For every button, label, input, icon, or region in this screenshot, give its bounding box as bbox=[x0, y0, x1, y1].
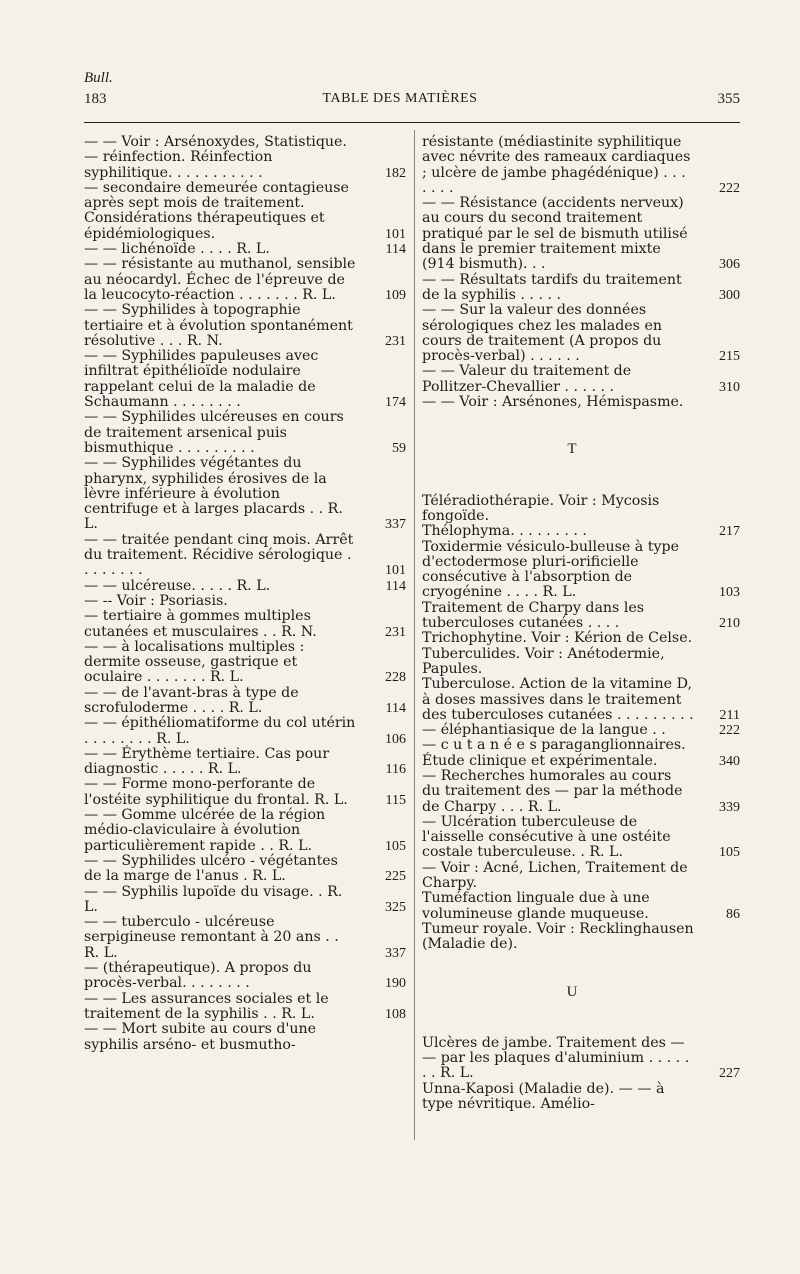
index-entry bbox=[422, 631, 740, 646]
entry-page: 227 bbox=[719, 1066, 740, 1082]
index-entry bbox=[422, 395, 740, 410]
index-entry bbox=[84, 1022, 406, 1053]
entry-text: — — de l'avant-bras à type de scrofuloderme . . . . R. L. bbox=[84, 684, 299, 716]
entry-text: — — Syphilides à topographie tertiaire et à évolution spontanément résolutive . . . R. N. bbox=[84, 302, 353, 349]
index-entry bbox=[422, 540, 740, 601]
entry-page: 190 bbox=[385, 976, 406, 992]
page-title: TABLE DES MATIÈRES bbox=[322, 91, 478, 106]
entry-page: 86 bbox=[726, 906, 740, 922]
index-entry bbox=[422, 601, 740, 632]
entry-text: — — Érythème tertiaire. Cas pour diagnostic . . . . . R. L. bbox=[84, 745, 330, 778]
entry-text: — — Forme mono-perforante de l'ostéite syphilitique du frontal. R. L. bbox=[84, 776, 348, 808]
entry-text: — Voir : Acné, Lichen, Traitement de Charpy. bbox=[422, 859, 688, 892]
index-entry bbox=[84, 533, 406, 579]
entry-text: — — Voir : Arsénones, Hémispasme. bbox=[422, 394, 684, 411]
index-entry bbox=[84, 594, 406, 609]
entry-text: — — Syphilis lupoïde du visage. . R. L. bbox=[84, 883, 343, 915]
index-entry bbox=[84, 150, 406, 181]
entry-text: — secondaire demeurée contagieuse après sept mois de traitement. Considérations thérapeutiques et épidémiologiques. bbox=[84, 179, 349, 242]
entry-page: 231 bbox=[385, 624, 406, 640]
entry-text: — réinfection. Réinfection syphilitique. . . . . . . . . . . bbox=[84, 149, 273, 181]
index-entry bbox=[84, 915, 406, 961]
entry-text: Thélophyma. . . . . . . . . bbox=[422, 523, 587, 540]
entry-page: 174 bbox=[385, 395, 406, 411]
entry-text: Tuberculose. Action de la vitamine D, à doses massives dans le traitement des tuberculoses cutanées . . . . . . . . . bbox=[422, 676, 694, 723]
index-entry bbox=[422, 891, 740, 922]
index-entry bbox=[84, 609, 406, 640]
index-entry bbox=[422, 273, 740, 304]
index-entry bbox=[422, 815, 740, 861]
entry-page: 210 bbox=[719, 616, 740, 632]
entry-text: — — Les assurances sociales et le traitement de la syphilis . . R. L. bbox=[84, 990, 329, 1022]
entry-text: Ulcères de jambe. Traitement des — — par les plaques d'aluminium . . . . . . . R. L. bbox=[422, 1034, 690, 1082]
entry-page: 228 bbox=[385, 670, 406, 686]
entry-text: — — résistante au muthanol, sensible au néocardyl. Échec de l'épreuve de la leucocyto-réaction . . . . . . . R. L. bbox=[84, 256, 356, 303]
index-entry bbox=[84, 410, 406, 456]
index-entry bbox=[422, 135, 740, 196]
index-entry bbox=[422, 738, 740, 769]
entry-text: Unna-Kaposi (Maladie de). — — à type névritique. Amélio- bbox=[422, 1080, 665, 1113]
index-entry bbox=[422, 524, 740, 539]
index-entry bbox=[84, 747, 406, 778]
entry-page: 340 bbox=[719, 753, 740, 769]
index-entry bbox=[422, 861, 740, 892]
index-entry bbox=[84, 808, 406, 854]
entry-text: — — Syphilides papuleuses avec infiltrat épithélioïde nodulaire rappelant celui de la maladie de Schaumann . . . . . . . . bbox=[84, 348, 319, 411]
entry-page: 103 bbox=[719, 585, 740, 601]
entry-text: — Recherches humorales au cours du traitement des — par la méthode de Charpy . . . R. L. bbox=[422, 767, 683, 815]
section-t-entries bbox=[422, 494, 740, 953]
entry-text: Toxidermie vésiculo-bulleuse à type d'ectodermose pluri-orificielle consécutive à l'absorption de cryogénine . . . . R. L. bbox=[422, 538, 679, 601]
index-entry bbox=[422, 494, 740, 525]
entry-text: Tuberculides. Voir : Anétodermie, Papules. bbox=[422, 645, 665, 677]
entry-page: 106 bbox=[385, 731, 406, 747]
entry-page: 109 bbox=[385, 287, 406, 303]
index-entry bbox=[422, 303, 740, 364]
entry-page: 114 bbox=[385, 242, 406, 258]
index-entry bbox=[422, 196, 740, 272]
entry-text: — — ulcéreuse. . . . . R. L. bbox=[84, 577, 271, 594]
entry-text: Tuméfaction linguale due à une volumineuse glande muqueuse. bbox=[422, 890, 650, 922]
entry-text: — — à localisations multiples : dermite osseuse, gastrique et oculaire . . . . . . . R. L. bbox=[84, 638, 305, 686]
index-entry bbox=[84, 716, 406, 747]
entry-text: — — Syphilides végétantes du pharynx, syphilides érosives de la lèvre inférieure à évolution centrifuge et à larges placards . . R. L. bbox=[84, 455, 343, 533]
index-entry bbox=[84, 349, 406, 410]
entry-text: — — Valeur du traitement de Pollitzer-Chevallier . . . . . . bbox=[422, 363, 632, 395]
entry-page: 211 bbox=[719, 707, 740, 723]
index-entry bbox=[84, 456, 406, 532]
entry-text: — — Syphilides ulcéreuses en cours de traitement arsenical puis bismuthique . . . . . . . . . bbox=[84, 409, 344, 456]
entry-page: 116 bbox=[385, 762, 406, 778]
index-entry bbox=[84, 257, 406, 303]
entry-page: 339 bbox=[719, 799, 740, 815]
index-entry bbox=[422, 1036, 740, 1082]
entry-page: 337 bbox=[385, 945, 406, 961]
entry-page: 108 bbox=[385, 1006, 406, 1022]
index-entry bbox=[422, 677, 740, 723]
entry-page: 225 bbox=[385, 869, 406, 885]
entry-text: — éléphantiasique de la langue . . bbox=[422, 722, 666, 739]
index-entry bbox=[84, 640, 406, 686]
index-entry bbox=[422, 364, 740, 395]
entry-page: 115 bbox=[385, 792, 406, 808]
entry-text: — — Résultats tardifs du traitement de la syphilis . . . . . bbox=[422, 271, 682, 303]
index-entry bbox=[422, 922, 740, 953]
index-entry bbox=[84, 303, 406, 349]
entry-page: 114 bbox=[385, 578, 406, 594]
entry-page: 114 bbox=[385, 700, 406, 716]
entry-page: 337 bbox=[385, 517, 406, 533]
entry-page: 101 bbox=[385, 563, 406, 579]
index-entry bbox=[422, 769, 740, 815]
entry-text: — (thérapeutique). A propos du procès-verbal. . . . . . . . bbox=[84, 960, 312, 992]
entry-page: 59 bbox=[392, 440, 406, 456]
entry-text: — c u t a n é e s paraganglionnaires. Étude clinique et expérimentale. bbox=[422, 737, 686, 769]
entry-page: 306 bbox=[719, 257, 740, 273]
entry-page: 222 bbox=[719, 180, 740, 196]
entry-text: — — Mort subite au cours d'une syphilis arséno- et busmutho- bbox=[84, 1021, 317, 1053]
entry-text: — — tuberculo - ulcéreuse serpigineuse remontant à 20 ans . . R. L. bbox=[84, 914, 339, 961]
page-number: 355 bbox=[717, 91, 740, 107]
index-entry bbox=[84, 579, 406, 594]
entry-text: Téléradiothérapie. Voir : Mycosis fongoïde. bbox=[422, 492, 660, 524]
entry-page: 101 bbox=[385, 226, 406, 242]
header-rule bbox=[84, 122, 740, 123]
index-entry bbox=[422, 1082, 740, 1113]
entry-text: — -- Voir : Psoriasis. bbox=[84, 592, 228, 609]
right-column-continuation bbox=[422, 135, 740, 410]
entry-text: — — épithéliomatiforme du col utérin . . . . . . . . R. L. bbox=[84, 715, 356, 747]
entry-page: 325 bbox=[385, 899, 406, 915]
index-entry bbox=[84, 686, 406, 717]
entry-page: 217 bbox=[719, 524, 740, 540]
entry-page: 105 bbox=[385, 838, 406, 854]
index-entry bbox=[422, 723, 740, 738]
section-u-entries bbox=[422, 1036, 740, 1112]
right-column bbox=[422, 135, 740, 1112]
entry-text: — — traitée pendant cinq mois. Arrêt du traitement. Récidive sérologique . . . . . . . . bbox=[84, 531, 354, 579]
entry-page: 105 bbox=[719, 845, 740, 861]
entry-page: 215 bbox=[719, 349, 740, 365]
entry-text: Tumeur royale. Voir : Recklinghausen (Maladie de). bbox=[422, 920, 694, 953]
entry-page: 182 bbox=[385, 165, 406, 181]
index-entry bbox=[84, 181, 406, 242]
index-entry bbox=[84, 777, 406, 808]
section-heading-t: T bbox=[567, 441, 577, 458]
index-entry bbox=[422, 647, 740, 678]
entry-page: 300 bbox=[719, 287, 740, 303]
entry-text: — — lichénoïde . . . . R. L. bbox=[84, 241, 270, 258]
entry-text: — — Gomme ulcérée de la région médio-claviculaire à évolution particulièrement rapide . . R. L. bbox=[84, 807, 326, 854]
entry-text: — Ulcération tuberculeuse de l'aisselle consécutive à une ostéite costale tuberculeuse. . R. L. bbox=[422, 813, 671, 861]
column-divider bbox=[414, 130, 415, 1140]
entry-page: 231 bbox=[385, 333, 406, 349]
section-heading-u: U bbox=[566, 983, 578, 1000]
index-entry bbox=[84, 885, 406, 916]
index-entry bbox=[84, 135, 406, 150]
entry-text: — tertiaire à gommes multiples cutanées et musculaires . . R. N. bbox=[84, 608, 317, 640]
journal-abbrev: Bull. bbox=[84, 70, 113, 86]
index-entry bbox=[84, 961, 406, 992]
index-entry bbox=[84, 854, 406, 885]
entry-text: résistante (médiastinite syphilitique avec névrite des rameaux cardiaques ; ulcère de jambe phagédénique) . . . . . . . bbox=[422, 134, 691, 196]
entry-text: — — Syphilides ulcéro - végétantes de la marge de l'anus . R. L. bbox=[84, 852, 338, 885]
left-column bbox=[84, 135, 406, 1053]
issue-number: 183 bbox=[84, 91, 107, 107]
index-entry bbox=[84, 242, 406, 257]
entry-text: Trichophytine. Voir : Kérion de Celse. bbox=[422, 630, 693, 647]
entry-text: — — Résistance (accidents nerveux) au cours du second traitement pratiqué par le sel de bismuth utilisé dans le premier traitement mixte (914 bismuth). . . bbox=[422, 195, 688, 273]
entry-page: 222 bbox=[719, 723, 740, 739]
index-entry bbox=[84, 992, 406, 1023]
entry-text: — — Sur la valeur des données sérologiques chez les malades en cours de traitement (A propos du procès-verbal) . . . . . . bbox=[422, 302, 663, 365]
entry-text: Traitement de Charpy dans les tuberculoses cutanées . . . . bbox=[422, 599, 645, 632]
entry-text: — — Voir : Arsénoxydes, Statistique. bbox=[84, 134, 347, 150]
entry-page: 310 bbox=[719, 379, 740, 395]
